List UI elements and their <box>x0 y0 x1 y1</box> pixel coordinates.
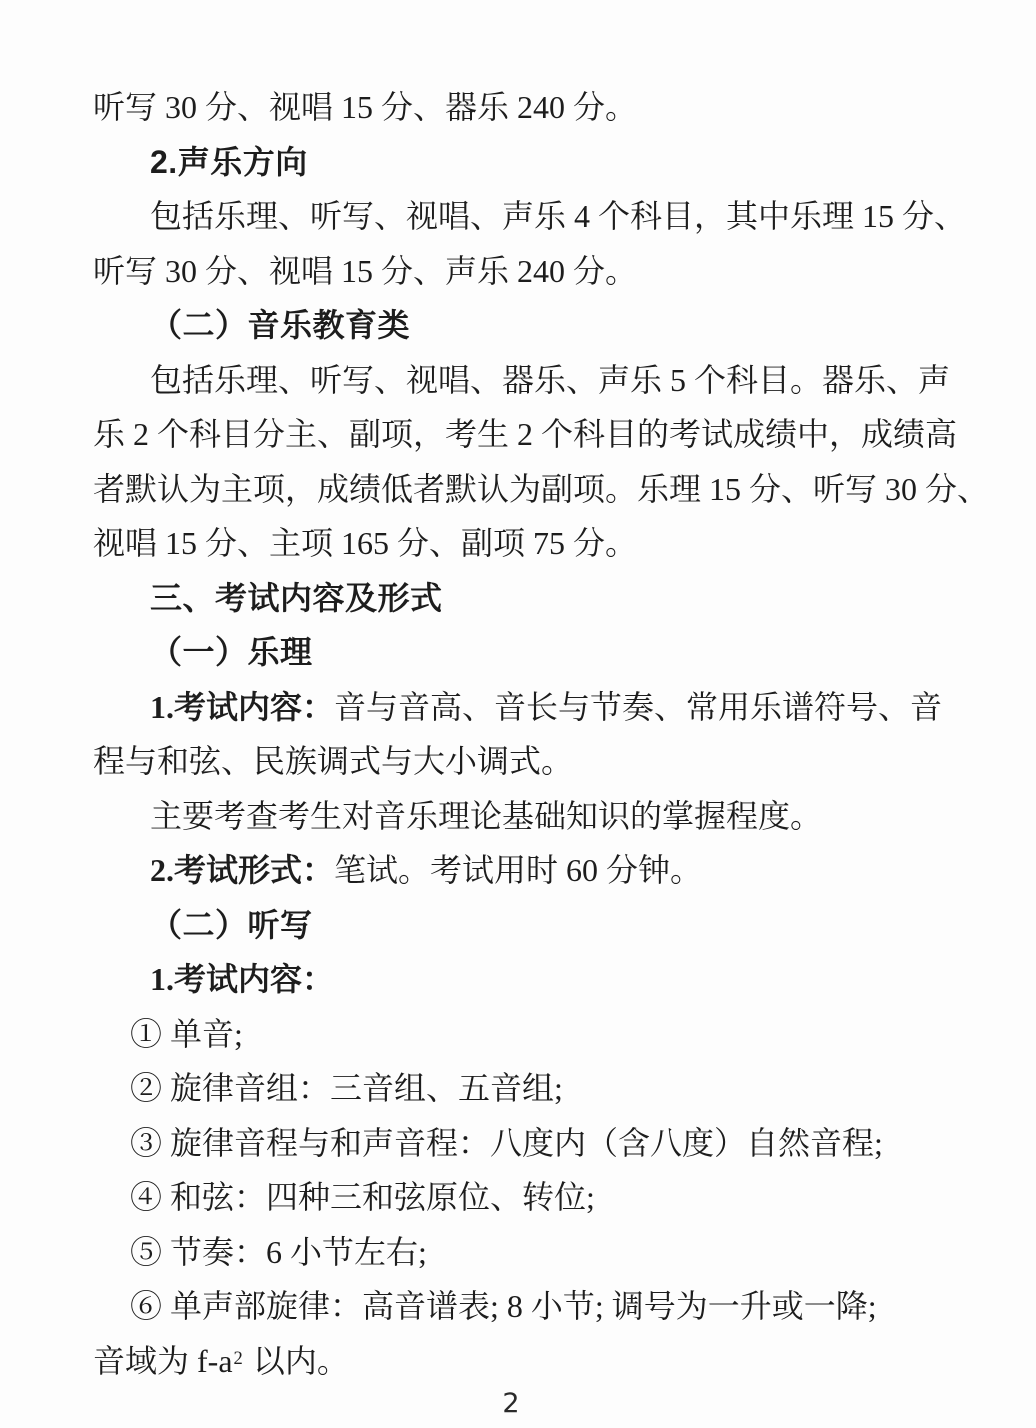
text-segment: 包括乐理、听写、视唱、声乐 4 个科目，其中乐理 15 分、 <box>150 198 967 235</box>
text-line <box>93 460 990 515</box>
page-number: 2 <box>502 1388 520 1419</box>
text-segment: （二）音乐教育类 <box>150 307 411 344</box>
text-segment: 者默认为主项，成绩低者默认为副项。乐理 15 分、听写 30 分、 <box>93 470 990 507</box>
text-segment: 音域为 f-a <box>93 1342 233 1379</box>
text-segment: 2.声乐方向 <box>150 143 308 180</box>
text-line <box>93 678 945 733</box>
text-segment: 乐 2 个科目分主、副项，考生 2 个科目的考试成绩中，成绩高 <box>93 416 958 453</box>
text-line <box>93 1059 945 1114</box>
text-segment: 三、考试内容及形式 <box>150 579 443 616</box>
text-segment: ④ 和弦：四种三和弦原位、转位; <box>130 1179 595 1216</box>
text-segment: 以内。 <box>244 1342 349 1379</box>
text-segment: 主要考查考生对音乐理论基础知识的掌握程度。 <box>150 797 823 834</box>
text-line <box>93 242 945 297</box>
text-segment: 音与音高、音长与节奏、常用乐谱符号、音 <box>334 688 943 725</box>
text-line <box>93 405 958 460</box>
text-line <box>93 1114 945 1169</box>
text-segment: 包括乐理、听写、视唱、器乐、声乐 5 个科目。器乐、声 <box>150 361 951 398</box>
heading-line <box>93 133 945 188</box>
text-segment: （二）听写 <box>150 906 313 943</box>
text-segment: 2.考试形式： <box>150 852 335 889</box>
text-segment: 程与和弦、民族调式与大小调式。 <box>93 743 574 780</box>
text-line <box>93 187 967 242</box>
document-body <box>93 78 990 1386</box>
text-segment: 1.考试内容： <box>150 961 335 998</box>
text-segment: （一）乐理 <box>150 634 313 671</box>
text-segment: ⑤ 节奏：6 小节左右; <box>130 1233 427 1270</box>
text-segment: 听写 30 分、视唱 15 分、声乐 240 分。 <box>93 252 638 289</box>
text-line <box>93 351 951 406</box>
text-line <box>93 787 945 842</box>
text-segment: 笔试。考试用时 60 分钟。 <box>334 852 703 889</box>
text-line <box>93 1168 945 1223</box>
text-segment: ① 单音; <box>130 1015 243 1052</box>
heading-line <box>93 623 945 678</box>
text-line <box>93 732 945 787</box>
text-segment: ⑥ 单声部旋律：高音谱表; 8 小节; 调号为一升或一降; <box>130 1288 877 1325</box>
text-segment: 视唱 15 分、主项 165 分、副项 75 分。 <box>93 525 638 562</box>
heading-line <box>93 296 945 351</box>
text-line <box>93 950 945 1005</box>
text-line <box>93 1005 945 1060</box>
text-line <box>93 841 945 896</box>
text-line <box>93 78 945 133</box>
heading-line <box>93 569 945 624</box>
text-segment: 1.考试内容： <box>150 688 335 725</box>
text-segment: 听写 30 分、视唱 15 分、器乐 240 分。 <box>93 89 638 126</box>
heading-line <box>93 896 945 951</box>
text-line: 音域为 f-a 2 以内。 <box>93 1332 945 1387</box>
text-segment: ③ 旋律音程与和声音程：八度内（含八度）自然音程; <box>130 1124 883 1161</box>
text-segment: ② 旋律音组：三音组、五音组; <box>130 1070 563 1107</box>
text-line <box>93 1277 945 1332</box>
text-line <box>93 514 945 569</box>
text-line <box>93 1223 945 1278</box>
page-footer <box>0 1388 1022 1419</box>
